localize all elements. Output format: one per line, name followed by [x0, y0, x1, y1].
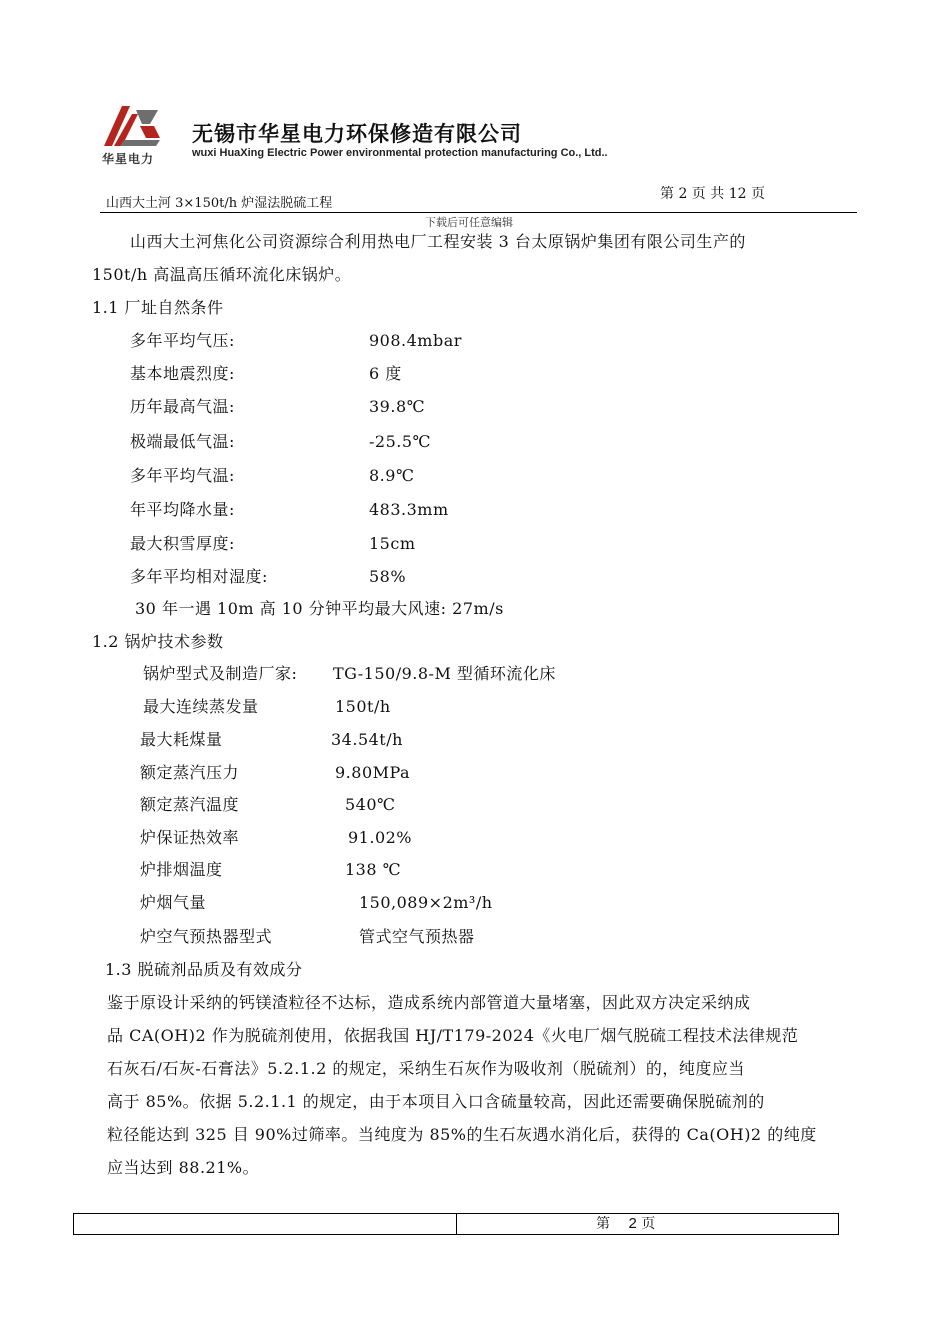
company-name-en: wuxi HuaXing Electric Power environmental protection manufacturing Co., Ltd..: [192, 147, 608, 159]
section-heading: 1.3 脱硫剂品质及有效成分: [105, 960, 303, 979]
download-note: 下载后可任意编辑: [425, 216, 513, 229]
project-title: 山西大土河 3×150t/h 炉湿法脱硫工程: [106, 196, 333, 211]
company-name-cn: 无锡市华星电力环保修造有限公司: [192, 122, 522, 146]
paragraph-line: 品 CA(OH)2 作为脱硫剂使用，依据我国 HJ/T179-2024《火电厂烟气脱硫工程技术法律规范: [107, 1026, 799, 1045]
param-value: 150t/h: [335, 697, 391, 716]
param-label: 多年平均气温:: [130, 466, 235, 485]
footer-divider: [456, 1214, 457, 1234]
param-value: 91.02%: [348, 828, 413, 847]
paragraph-line: 应当达到 88.21%。: [107, 1158, 260, 1177]
param-label: 炉烟气量: [140, 893, 207, 912]
param-label: 炉空气预热器型式: [140, 927, 273, 946]
param-value: 34.54t/h: [331, 730, 403, 749]
page-info: 第 2 页 共 12 页: [660, 186, 765, 202]
param-value: 483.3mm: [369, 500, 449, 519]
intro-line: 150t/h 高温高压循环流化床锅炉。: [92, 265, 352, 284]
param-value: 150,089×2m³/h: [359, 893, 493, 912]
param-label: 基本地震烈度:: [130, 364, 235, 383]
param-label: 年平均降水量:: [130, 500, 235, 519]
paragraph-line: 鉴于原设计采纳的钙镁渣粒径不达标，造成系统内部管道大量堵塞，因此双方决定采纳成: [107, 993, 751, 1012]
param-label: 多年平均气压:: [130, 331, 235, 350]
param-value: 9.80MPa: [335, 763, 411, 782]
footer-table: [73, 1213, 839, 1235]
paragraph-line: 粒径能达到 325 目 90%过筛率。当纯度为 85%的生石灰遇水消化后，获得的 Ca(OH)2 的纯度: [107, 1125, 817, 1144]
header-rule: [100, 212, 857, 213]
footer-page-number: [596, 1213, 655, 1233]
param-value: 540℃: [345, 795, 396, 814]
param-label: 锅炉型式及制造厂家:: [143, 664, 298, 683]
param-value: TG-150/9.8-M 型循环流化床: [333, 664, 556, 683]
param-value: 管式空气预热器: [359, 927, 475, 946]
section-heading: 1.2 锅炉技术参数: [92, 632, 224, 651]
param-label: 最大连续蒸发量: [143, 697, 259, 716]
param-value: 6 度: [369, 364, 402, 383]
param-value: 138 ℃: [345, 860, 402, 879]
param-value: 58%: [369, 567, 407, 586]
paragraph-line: 高于 85%。依据 5.2.1.1 的规定，由于本项目入口含硫量较高，因此还需要确保脱硫剂的: [107, 1092, 765, 1111]
param-label: 炉保证热效率: [140, 828, 240, 847]
paragraph-line: 石灰石/石灰-石膏法》5.2.1.2 的规定，采纳生石灰作为吸收剂（脱硫剂）的，纯度应当: [107, 1059, 745, 1078]
param-label: 额定蒸汽温度: [140, 795, 240, 814]
param-label: 最大耗煤量: [140, 730, 223, 749]
param-value: 8.9℃: [369, 466, 415, 485]
param-label: 多年平均相对湿度:: [130, 567, 268, 586]
section-heading: 1.1 厂址自然条件: [92, 298, 224, 317]
param-value: 908.4mbar: [369, 331, 462, 350]
footer-page-suffix: 页: [641, 1216, 656, 1232]
param-value: -25.5℃: [369, 432, 431, 451]
param-label: 额定蒸汽压力: [140, 763, 240, 782]
param-label: 极端最低气温:: [130, 432, 235, 451]
param-label: 历年最高气温:: [130, 397, 235, 416]
footer-page-num: 2: [628, 1215, 637, 1232]
footer-page-prefix: 第: [596, 1216, 610, 1232]
param-label: 最大积雪厚度:: [130, 534, 235, 553]
logo-text: 华星电力: [102, 152, 155, 166]
wind-speed: 30 年一遇 10m 高 10 分钟平均最大风速: 27m/s: [135, 599, 504, 618]
param-value: 15cm: [369, 534, 416, 553]
param-label: 炉排烟温度: [140, 860, 223, 879]
intro-line: 山西大土河焦化公司资源综合利用热电厂工程安装 3 台太原锅炉集团有限公司生产的: [130, 232, 746, 251]
param-value: 39.8℃: [369, 397, 426, 416]
company-logo: [100, 100, 162, 150]
